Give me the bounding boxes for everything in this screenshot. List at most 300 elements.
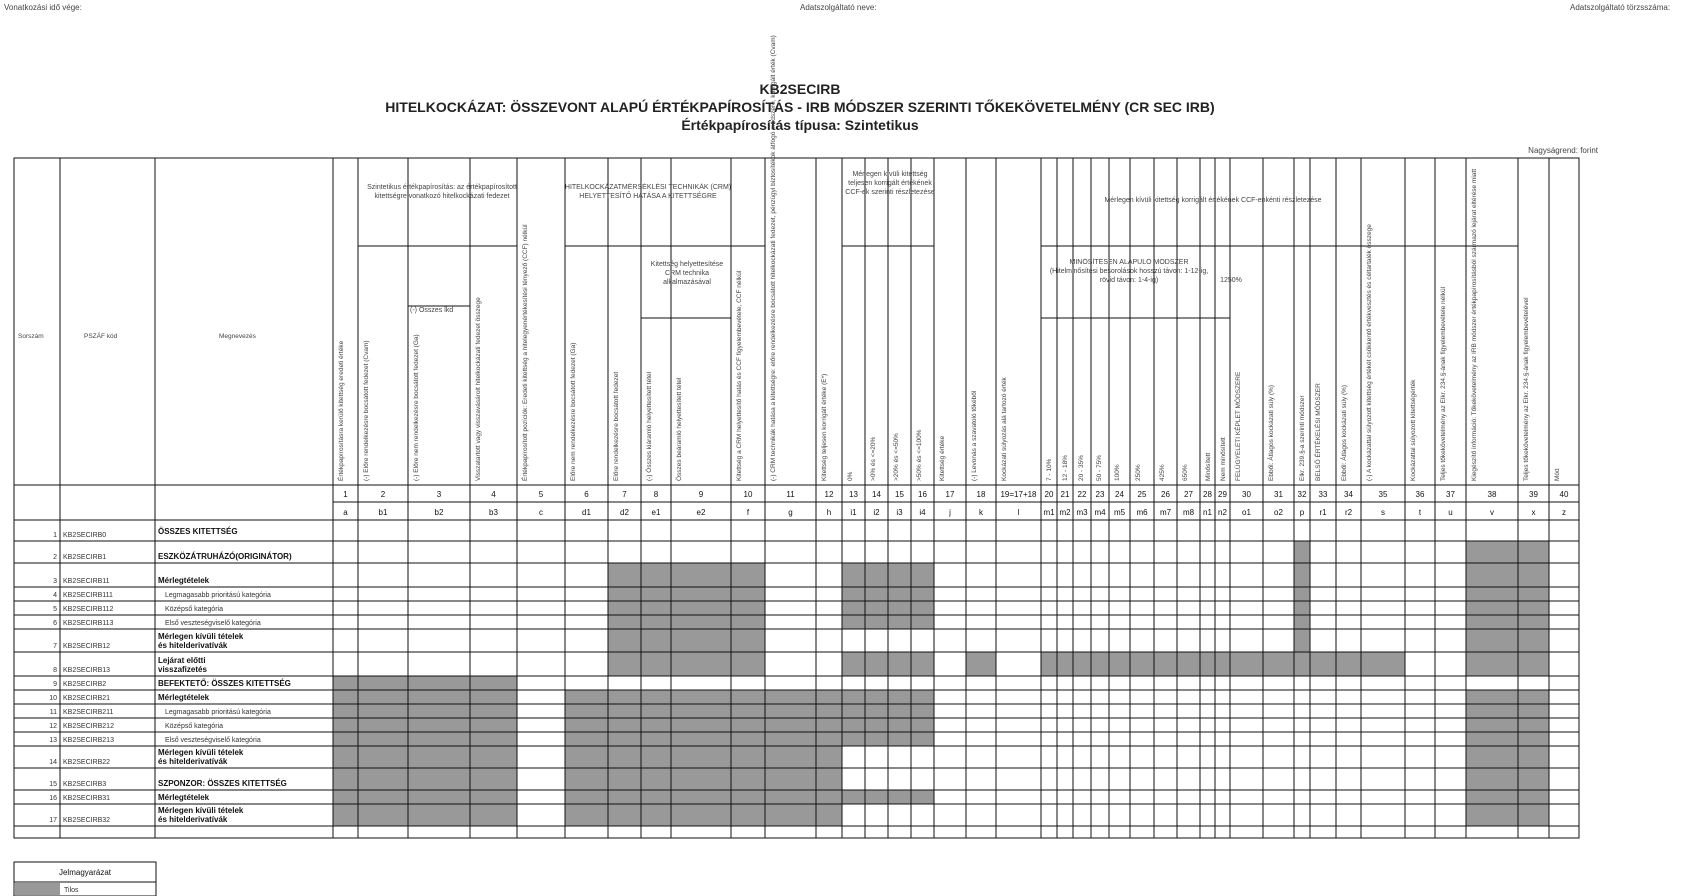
- serial-header: Sorszám: [18, 333, 44, 340]
- forbidden-cell: [333, 790, 358, 804]
- forbidden-cell: [641, 768, 671, 790]
- forbidden-cell: [865, 732, 888, 746]
- forbidden-cell: [765, 768, 816, 790]
- column-header-label: Kitettség a CRM helyettesítő hatás és CCF figyelembevétele, CCF nélkül: [736, 270, 743, 481]
- row-serial: 6: [53, 620, 57, 627]
- column-code: l: [1017, 508, 1020, 517]
- forbidden-cell: [1073, 652, 1091, 676]
- forbidden-cell: [765, 690, 816, 704]
- forbidden-cell: [565, 690, 608, 704]
- provider-name-label: Adatszolgáltató neve:: [800, 3, 877, 12]
- column-header-label: (-) Előre rendelkezésre bocsátott fedezet (Cvam): [363, 340, 370, 481]
- column-number: 39: [1529, 490, 1538, 499]
- forbidden-cell: [641, 790, 671, 804]
- column-number: 20: [1044, 490, 1054, 499]
- forbidden-cell: [671, 690, 731, 704]
- forbidden-cell: [470, 746, 517, 768]
- column-code: a: [343, 508, 348, 517]
- column-code: r2: [1344, 508, 1353, 517]
- forbidden-cell: [816, 790, 842, 804]
- row-name: Középső kategória: [165, 723, 223, 730]
- forbidden-cell: [888, 652, 911, 676]
- forbidden-cell: [671, 804, 731, 826]
- forbidden-cell: [1466, 587, 1518, 601]
- forbidden-cell: [671, 746, 731, 768]
- forbidden-cell: [1518, 541, 1549, 563]
- forbidden-cell: [565, 768, 608, 790]
- row-code: KB2SECIRB113: [63, 620, 114, 627]
- forbidden-cell: [608, 704, 641, 718]
- group-crm: HITELKOCKÁZATMÉRSÉKLÉSI TECHNIKÁK (CRM) HELYETTESÍTŐ HATÁSA A KITETTSÉGRE: [564, 184, 732, 200]
- forbidden-cell: [333, 718, 358, 732]
- row-serial: 17: [49, 817, 57, 824]
- forbidden-cell: [408, 690, 470, 704]
- row-serial: 9: [53, 681, 57, 688]
- column-code: k: [979, 508, 983, 517]
- forbidden-cell: [333, 704, 358, 718]
- forbidden-cell: [608, 768, 641, 790]
- row-name: Első veszteségviselő kategória: [165, 737, 261, 744]
- forbidden-cell: [1091, 652, 1109, 676]
- forbidden-cell: [565, 804, 608, 826]
- row-name: Mérlegen kívüli tételek: [158, 632, 244, 641]
- forbidden-cell: [1466, 768, 1518, 790]
- forbidden-cell: [641, 652, 671, 676]
- forbidden-cell: [671, 652, 731, 676]
- column-header-label: Nem minősített: [1220, 437, 1227, 481]
- forbidden-cell: [470, 790, 517, 804]
- column-header-label: 100%: [1114, 464, 1121, 481]
- forbidden-cell: [608, 615, 641, 629]
- row-name-cont: és hitelderivatívák: [158, 815, 228, 824]
- forbidden-cell: [641, 601, 671, 615]
- column-code: s: [1381, 508, 1385, 517]
- forbidden-cell: [911, 563, 934, 587]
- forbidden-cell: [1518, 615, 1549, 629]
- row-serial: 2: [53, 554, 57, 561]
- column-number: 22: [1077, 490, 1087, 499]
- forbidden-cell: [888, 690, 911, 704]
- column-number: 29: [1218, 490, 1227, 499]
- forbidden-cell: [1294, 629, 1310, 652]
- column-number: 14: [872, 490, 881, 499]
- row-code: KB2SECIRB111: [63, 592, 113, 599]
- forbidden-cell: [470, 804, 517, 826]
- forbidden-cell: [565, 746, 608, 768]
- forbidden-cell: [1466, 652, 1518, 676]
- forbidden-cell: [1230, 652, 1263, 676]
- forbidden-cell: [1466, 690, 1518, 704]
- forbidden-cell: [608, 718, 641, 732]
- row-name: Mérlegtételek: [158, 576, 210, 585]
- legend-swatch: [15, 883, 60, 895]
- forbidden-cell: [731, 615, 765, 629]
- column-header-label: Teljes tőkekövetelmény az Elkr. 234.§-ának figyelembevétele nélkül: [1440, 286, 1447, 481]
- forbidden-cell: [816, 718, 842, 732]
- forbidden-cell: [1154, 652, 1177, 676]
- column-number: 9: [698, 490, 704, 499]
- column-code: c: [539, 508, 543, 517]
- column-number: 28: [1203, 490, 1212, 499]
- forbidden-cell: [1518, 768, 1549, 790]
- column-number: 12: [824, 490, 834, 499]
- forbidden-cell: [333, 690, 358, 704]
- forbidden-cell: [641, 718, 671, 732]
- header-group-box: [565, 158, 765, 246]
- row-name: Mérlegtételek: [158, 693, 210, 702]
- row-name: Középső kategória: [165, 606, 223, 613]
- column-code: x: [1531, 508, 1536, 517]
- forbidden-cell: [358, 690, 408, 704]
- forbidden-cell: [888, 732, 911, 746]
- column-header-label: Értékpapírosított pozíciók: Eredeti kitettség a hitelegyenértékesítési tényező (CCF) nélkül: [522, 224, 529, 481]
- column-number: 6: [584, 490, 589, 499]
- row-code: KB2SECIRB3: [63, 781, 107, 788]
- forbidden-cell: [842, 615, 865, 629]
- forbidden-cell: [671, 732, 731, 746]
- forbidden-cell: [671, 718, 731, 732]
- forbidden-cell: [842, 601, 865, 615]
- column-code: j: [949, 508, 951, 517]
- column-header-label: 50 - 75%: [1096, 454, 1103, 481]
- forbidden-cell: [408, 718, 470, 732]
- forbidden-cell: [641, 629, 671, 652]
- unit-label: Nagyságrend: forint: [1528, 146, 1598, 155]
- forbidden-cell: [1518, 746, 1549, 768]
- column-number: 13: [849, 490, 858, 499]
- forbidden-cell: [1294, 615, 1310, 629]
- row-serial: 5: [53, 606, 57, 613]
- row-code: KB2SECIRB212: [63, 723, 114, 730]
- row-name: Mérlegen kívüli tételek: [158, 806, 244, 815]
- column-header-label: Kockázattal súlyozott kitettségérték: [1410, 379, 1417, 481]
- column-code: f: [746, 508, 750, 517]
- forbidden-cell: [671, 587, 731, 601]
- forbidden-cell: [731, 652, 765, 676]
- forbidden-cell: [608, 652, 641, 676]
- row-serial: 7: [53, 643, 57, 650]
- code-header: PSZÁF kód: [84, 333, 118, 340]
- column-header-label: Elkr. 239.§-a szerinti módszer: [1299, 395, 1306, 481]
- column-number: 17: [945, 490, 955, 499]
- forbidden-cell: [888, 587, 911, 601]
- column-number: 40: [1559, 490, 1569, 499]
- forbidden-cell: [358, 768, 408, 790]
- forbidden-cell: [565, 704, 608, 718]
- forbidden-cell: [865, 587, 888, 601]
- column-header-label: >50% és <=100%: [916, 429, 923, 481]
- forbidden-cell: [816, 804, 842, 826]
- row-serial: 3: [53, 578, 57, 585]
- column-header-label: Kitettség értéke: [939, 435, 946, 481]
- forbidden-cell: [731, 601, 765, 615]
- forbidden-cell: [408, 676, 470, 690]
- column-code: r1: [1319, 508, 1327, 517]
- forbidden-cell: [470, 676, 517, 690]
- forbidden-cell: [1109, 652, 1130, 676]
- forbidden-cell: [911, 790, 934, 804]
- forbidden-cell: [608, 587, 641, 601]
- group-offbal: Mérlegen kívüli kitettség teljesen korrigált értékének CCF-ek szerinti részletezése: [845, 171, 935, 196]
- total-deduction-label: (-) Összes lkd: [410, 307, 454, 314]
- column-header-label: (-) Összes kiáramló helyettesített tétel: [646, 371, 653, 481]
- forbidden-cell: [358, 790, 408, 804]
- group-crm-sub: Kitettség helyettesítése CRM technika alkalmazásával: [650, 261, 724, 286]
- forbidden-cell: [1466, 804, 1518, 826]
- forbidden-cell: [842, 704, 865, 718]
- column-number: 10: [743, 490, 753, 499]
- forbidden-cell: [1518, 690, 1549, 704]
- header-group-box: [358, 158, 517, 246]
- row-name: ESZKÖZÁTRUHÁZÓ(ORIGINÁTOR): [158, 552, 292, 561]
- row-name: ÖSSZES KITETTSÉG: [158, 527, 238, 536]
- row-code: KB2SECIRB1: [63, 554, 107, 561]
- forbidden-cell: [911, 718, 934, 732]
- forbidden-cell: [888, 790, 911, 804]
- column-number: 31: [1274, 490, 1283, 499]
- forbidden-cell: [888, 563, 911, 587]
- forbidden-cell: [1518, 587, 1549, 601]
- column-code: m5: [1113, 508, 1126, 517]
- forbidden-cell: [731, 732, 765, 746]
- forbidden-cell: [1466, 718, 1518, 732]
- forbidden-cell: [816, 690, 842, 704]
- forbidden-cell: [816, 768, 842, 790]
- row-name: Első veszteségviselő kategória: [165, 620, 261, 627]
- column-number: 15: [895, 490, 904, 499]
- row-name: Mérlegtételek: [158, 793, 210, 802]
- forbidden-cell: [731, 704, 765, 718]
- row-name-cont: visszafizetés: [158, 665, 207, 674]
- provider-id-label: Adatszolgáltató törzsszáma:: [1570, 3, 1671, 12]
- column-code: v: [1490, 508, 1494, 517]
- forbidden-cell: [888, 615, 911, 629]
- forbidden-cell: [333, 732, 358, 746]
- column-code: i1: [850, 508, 857, 517]
- column-code: m6: [1136, 508, 1148, 517]
- forbidden-cell: [408, 804, 470, 826]
- forbidden-cell: [731, 804, 765, 826]
- column-header-label: Mód: [1554, 468, 1561, 481]
- column-header-label: 425%: [1159, 464, 1166, 481]
- forbidden-cell: [865, 790, 888, 804]
- forbidden-cell: [1466, 615, 1518, 629]
- row-code: KB2SECIRB22: [63, 759, 111, 766]
- forbidden-cell: [911, 690, 934, 704]
- forbidden-cell: [671, 768, 731, 790]
- forbidden-cell: [765, 804, 816, 826]
- forbidden-cell: [816, 732, 842, 746]
- forbidden-cell: [470, 718, 517, 732]
- column-code: m7: [1159, 508, 1172, 517]
- forbidden-cell: [608, 804, 641, 826]
- forbidden-cell: [731, 768, 765, 790]
- column-header-label: >0% és <=20%: [870, 436, 877, 481]
- column-header-label: FELÜGYELETI KÉPLET MÓDSZERE: [1235, 371, 1242, 481]
- row-serial: 1: [53, 532, 57, 539]
- forbidden-cell: [671, 704, 731, 718]
- column-code: b1: [378, 508, 388, 517]
- column-number: 3: [436, 490, 442, 499]
- column-number: 25: [1137, 490, 1147, 499]
- forbidden-cell: [865, 563, 888, 587]
- forbidden-cell: [358, 732, 408, 746]
- forbidden-cell: [731, 746, 765, 768]
- forbidden-cell: [911, 601, 934, 615]
- row-code: KB2SECIRB21: [63, 695, 111, 702]
- forbidden-cell: [1215, 652, 1230, 676]
- forbidden-cell: [1466, 746, 1518, 768]
- column-code: b2: [434, 508, 444, 517]
- forbidden-cell: [731, 587, 765, 601]
- column-header-label: Minősített: [1205, 452, 1212, 481]
- forbidden-cell: [842, 732, 865, 746]
- forbidden-cell: [816, 704, 842, 718]
- row-code: KB2SECIRB11: [63, 578, 110, 585]
- column-number: 8: [653, 490, 659, 499]
- column-header-label: Kiegészítő információ: Tőkekövetelmény az IRB módszer értékpapírosításból származó lejárat eltérése miatt: [1471, 168, 1478, 481]
- forbidden-cell: [608, 732, 641, 746]
- forbidden-cell: [470, 704, 517, 718]
- forbidden-cell: [1294, 652, 1310, 676]
- column-number: 7: [622, 490, 627, 499]
- forbidden-cell: [865, 704, 888, 718]
- name-header: Megnevezés: [219, 333, 256, 340]
- column-header-label: (-) Levonás a szavatoló tőkéből: [971, 390, 978, 481]
- column-code: d1: [582, 508, 591, 517]
- forbidden-cell: [1518, 704, 1549, 718]
- forbidden-cell: [911, 704, 934, 718]
- reference-date-label: Vonatkozási idő vége:: [4, 3, 82, 12]
- row-name: Mérlegen kívüli tételek: [158, 748, 244, 757]
- forbidden-cell: [333, 746, 358, 768]
- column-code: m3: [1076, 508, 1088, 517]
- forbidden-cell: [1518, 718, 1549, 732]
- forbidden-cell: [358, 676, 408, 690]
- forbidden-cell: [911, 732, 934, 746]
- group-synthetic: Szintetikus értékpapírosítás: az értékpapírosított kitettségre vonatkozó hitelkockázati fedezet: [367, 184, 517, 200]
- forbidden-cell: [641, 746, 671, 768]
- column-number: 30: [1242, 490, 1251, 499]
- column-number: 18: [976, 490, 986, 499]
- row-name: BEFEKTETŐ: ÖSSZES KITETTSÉG: [158, 679, 291, 688]
- row-serial: 11: [49, 709, 57, 716]
- forbidden-cell: [765, 746, 816, 768]
- forbidden-cell: [1177, 652, 1200, 676]
- forbidden-cell: [1466, 629, 1518, 652]
- group-1250: 1250%: [1220, 277, 1242, 284]
- forbidden-cell: [333, 804, 358, 826]
- row-serial: 13: [49, 737, 57, 744]
- report-code: KB2SECIRB: [759, 81, 841, 97]
- column-header-label: Előre rendelkezésre bocsátott fedezet: [613, 371, 620, 481]
- forbidden-cell: [671, 629, 731, 652]
- column-code: e1: [651, 508, 661, 517]
- column-code: g: [788, 508, 793, 517]
- column-number: 5: [538, 490, 544, 499]
- row-serial: 10: [49, 695, 57, 702]
- column-code: d2: [620, 508, 629, 517]
- row-name: Legmagasabb prioritású kategória: [165, 592, 271, 599]
- column-header-label: 20 - 35%: [1078, 454, 1085, 481]
- forbidden-cell: [765, 718, 816, 732]
- forbidden-cell: [765, 732, 816, 746]
- forbidden-cell: [358, 704, 408, 718]
- column-code: z: [1562, 508, 1566, 517]
- forbidden-cell: [408, 732, 470, 746]
- forbidden-cell: [842, 718, 865, 732]
- legend-item-label: Tilos: [64, 887, 79, 894]
- row-code: KB2SECIRB31: [63, 795, 111, 802]
- column-number: 35: [1378, 490, 1388, 499]
- column-number: 37: [1446, 490, 1455, 499]
- forbidden-cell: [408, 704, 470, 718]
- forbidden-cell: [1294, 587, 1310, 601]
- column-number: 4: [491, 490, 496, 499]
- forbidden-cell: [911, 615, 934, 629]
- column-number: 19=17+18: [1000, 490, 1037, 499]
- column-header-label: (-) CRM technikák hatása a kitettségre: előre rendelkezésre bocsátott hitelkockázati fedezet, pénzügyi biztosítékok átfogó módszere, korrigált érték (Cvam): [770, 35, 777, 481]
- forbidden-cell: [1466, 732, 1518, 746]
- column-code: n2: [1218, 508, 1227, 517]
- forbidden-cell: [865, 690, 888, 704]
- forbidden-cell: [1361, 652, 1405, 676]
- forbidden-cell: [333, 676, 358, 690]
- forbidden-cell: [671, 563, 731, 587]
- column-number: 16: [918, 490, 927, 499]
- column-number: 36: [1415, 490, 1425, 499]
- forbidden-cell: [358, 746, 408, 768]
- forbidden-cell: [608, 601, 641, 615]
- column-code: i4: [919, 508, 926, 517]
- forbidden-cell: [608, 746, 641, 768]
- forbidden-cell: [608, 790, 641, 804]
- forbidden-cell: [865, 652, 888, 676]
- forbidden-cell: [1263, 652, 1294, 676]
- header-sub-box: [408, 246, 470, 306]
- forbidden-cell: [608, 629, 641, 652]
- column-header-label: 0%: [847, 471, 854, 481]
- column-number: 34: [1344, 490, 1353, 499]
- row-name-cont: és hitelderivatívák: [158, 757, 228, 766]
- forbidden-cell: [1518, 790, 1549, 804]
- column-number: 26: [1161, 490, 1170, 499]
- forbidden-cell: [1294, 541, 1310, 563]
- forbidden-cell: [865, 601, 888, 615]
- group-offbal-ccf: Mérlegen kívüli kitettség korrigált értékének CCF-enkénti részletezése: [1104, 197, 1322, 204]
- forbidden-cell: [565, 718, 608, 732]
- forbidden-cell: [1294, 601, 1310, 615]
- forbidden-cell: [1294, 563, 1310, 587]
- forbidden-cell: [408, 746, 470, 768]
- forbidden-cell: [842, 563, 865, 587]
- row-code: KB2SECIRB32: [63, 817, 111, 824]
- forbidden-cell: [408, 790, 470, 804]
- column-code: o1: [1242, 508, 1251, 517]
- forbidden-cell: [608, 690, 641, 704]
- forbidden-cell: [671, 790, 731, 804]
- column-code: i2: [873, 508, 880, 517]
- forbidden-cell: [731, 563, 765, 587]
- forbidden-cell: [1518, 652, 1549, 676]
- forbidden-cell: [911, 652, 934, 676]
- forbidden-cell: [1041, 652, 1057, 676]
- row-code: KB2SECIRB0: [63, 532, 107, 539]
- row-serial: 4: [53, 592, 57, 599]
- forbidden-cell: [1336, 652, 1361, 676]
- column-code: m4: [1094, 508, 1106, 517]
- forbidden-cell: [842, 652, 865, 676]
